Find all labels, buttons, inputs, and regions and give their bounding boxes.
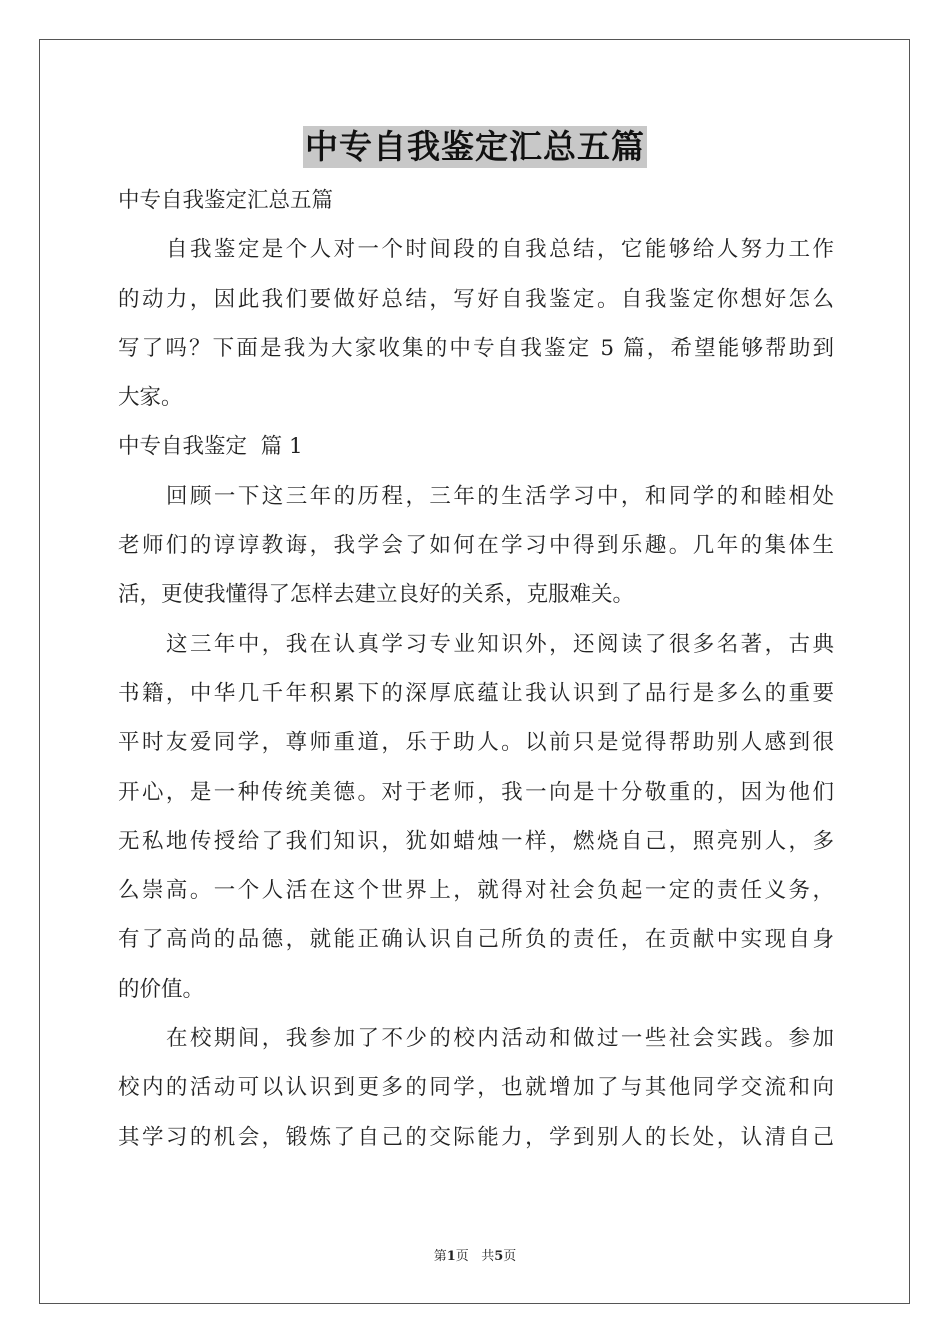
section-heading: 中专自我鉴定 篇 1 [118,434,303,460]
title-wrap [0,126,950,168]
page-number: 1 [446,1249,456,1264]
paragraph-line: 其学习的机会，锻炼了自己的交际能力，学到别人的长处，认清自己 [118,1124,834,1150]
total-prefix: 共 [481,1249,495,1264]
paragraph-line: 活，更使我懂得了怎样去建立良好的关系，克服难关。 [118,582,635,608]
paragraph-line: 老师们的谆谆教诲，我学会了如何在学习中得到乐趣。几年的集体生 [118,533,834,559]
intro-line: 的动力，因此我们要做好总结，写好自我鉴定。自我鉴定你想好怎么 [118,286,834,312]
paragraph-line: 的价值。 [118,976,205,1002]
intro-line: 自我鉴定是个人对一个时间段的自我总结，它能够给人努力工作 [166,237,834,263]
subtitle: 中专自我鉴定汇总五篇 [118,188,334,213]
document-body [118,176,834,1162]
paragraph-line: 么崇高。一个人活在这个世界上，就得对社会负起一定的责任义务， [118,878,834,904]
paragraph-line: 平时友爱同学，尊师重道，乐于助人。以前只是觉得帮助别人感到很 [118,730,834,756]
document-title: 中专自我鉴定汇总五篇 [305,127,645,166]
intro-line: 大家。 [118,385,183,411]
page-prefix: 第 [433,1249,447,1264]
page-suffix: 页 [455,1249,469,1264]
paragraph-line: 这三年中，我在认真学习专业知识外，还阅读了很多名著，古典 [166,631,834,657]
paragraph-line: 无私地传授给了我们知识，犹如蜡烛一样，燃烧自己，照亮别人，多 [118,828,834,854]
paragraph-line: 在校期间，我参加了不少的校内活动和做过一些社会实践。参加 [166,1026,834,1052]
paragraph-line: 有了高尚的品德，就能正确认识自己所负的责任，在贡献中实现自身 [118,927,834,953]
paragraph-line: 回顾一下这三年的历程，三年的生活学习中，和同学的和睦相处 [166,483,834,509]
intro-line: 写了吗？下面是我为大家收集的中专自我鉴定 5 篇，希望能够帮助到 [118,335,834,361]
total-pages: 5 [494,1249,504,1264]
paragraph-line: 书籍，中华几千年积累下的深厚底蕴让我认识到了品行是多么的重要 [118,680,834,706]
total-suffix: 页 [503,1249,517,1264]
paragraph-line: 校内的活动可以认识到更多的同学，也就增加了与其他同学交流和向 [118,1075,834,1101]
paragraph-line: 开心，是一种传统美德。对于老师，我一向是十分敬重的，因为他们 [118,779,834,805]
page-footer [0,1245,950,1264]
